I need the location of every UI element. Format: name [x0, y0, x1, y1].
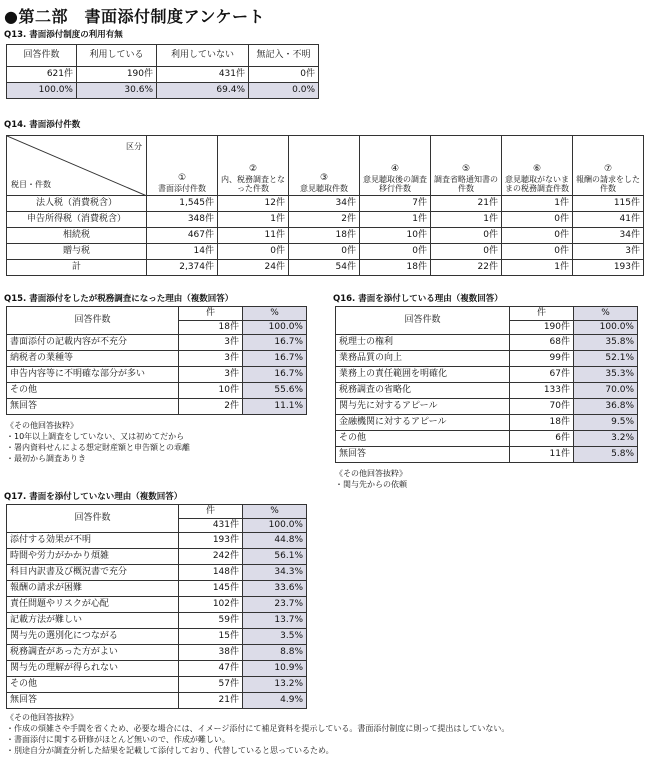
q14-cell: 0件 — [502, 244, 573, 260]
q17-row-name: 無回答 — [7, 693, 179, 709]
q14-table — [6, 135, 644, 276]
q17-row-pct: 56.1% — [243, 549, 307, 565]
q15-notes — [6, 420, 190, 464]
q14-cell: 0件 — [289, 244, 360, 260]
q14-header — [431, 136, 502, 196]
q15-row-count: 3件 — [179, 335, 243, 351]
q14-cell: 467件 — [147, 228, 218, 244]
q17-col-pct: % — [243, 505, 307, 519]
q15-row-pct: 16.7% — [243, 367, 307, 383]
q14-header-num: ⑥ — [532, 164, 542, 175]
q14-cell: 115件 — [573, 196, 644, 212]
q17-note: ・別途自分が調査分析した結果を記載して添付しており、代替していると思っているため。 — [6, 746, 334, 755]
q15-row-pct: 16.7% — [243, 351, 307, 367]
q14-cell: 193件 — [573, 260, 644, 276]
q16-row-count: 70件 — [510, 399, 574, 415]
q14-header-num: ③ — [319, 173, 329, 184]
q15-label: Q15. 書面添付をしたが税務調査になった理由（複数回答） — [4, 294, 234, 304]
q14-cell: 1件 — [502, 196, 573, 212]
q17-row-pct: 13.7% — [243, 613, 307, 629]
q14-row-name: 申告所得税（消費税含） — [7, 212, 147, 228]
q13-header: 回答件数 — [7, 45, 77, 67]
q14-cell: 3件 — [573, 244, 644, 260]
q14-cell: 2,374件 — [147, 260, 218, 276]
q14-cell: 0件 — [431, 244, 502, 260]
q15-row-pct: 55.6% — [243, 383, 307, 399]
q13-count: 0件 — [249, 67, 319, 83]
q15-row — [7, 367, 307, 383]
q17-row-count: 193件 — [179, 533, 243, 549]
q16-row-pct: 70.0% — [574, 383, 638, 399]
q13-pct-row — [7, 83, 319, 99]
q13-count: 190件 — [77, 67, 157, 83]
q14-corner-bottom: 税目・件数 — [11, 179, 51, 189]
q16-row-count: 18件 — [510, 415, 574, 431]
q17-row-count: 59件 — [179, 613, 243, 629]
q16-row-name: その他 — [336, 431, 510, 447]
q16-row-pct: 36.8% — [574, 399, 638, 415]
q14-header-row — [7, 136, 644, 196]
q16-row-count: 6件 — [510, 431, 574, 447]
q17-row-pct: 10.9% — [243, 661, 307, 677]
q16-notes — [335, 468, 407, 490]
q17-row-count: 57件 — [179, 677, 243, 693]
q17-row — [7, 693, 307, 709]
q17-note: ・作成の煩雑さや手間を省くため、必要な場合には、イメージ添付にて補足資料を提示している。書面添付制度に則って提出はしていない。 — [6, 724, 510, 733]
q13-table — [6, 44, 319, 99]
q15-note: ・10年以上調査をしていない、又は初めてだから — [6, 432, 185, 441]
q16-row — [336, 335, 638, 351]
q14-label: Q14. 書面添付件数 — [4, 120, 81, 130]
q15-col-count: 件 — [179, 307, 243, 321]
q13-pct: 0.0% — [249, 83, 319, 99]
q17-note: 《その他回答抜粋》 — [6, 713, 78, 722]
q16-row-name: 関与先に対するアピール — [336, 399, 510, 415]
q17-total-label: 回答件数 — [7, 505, 179, 533]
q14-header-text: 報酬の請求をした件数 — [576, 174, 640, 193]
q16-row-pct: 5.8% — [574, 447, 638, 463]
q14-corner-top: 区分 — [126, 142, 142, 151]
q16-table — [335, 306, 638, 463]
q14-cell: 1件 — [218, 212, 289, 228]
q14-cell: 1件 — [360, 212, 431, 228]
q17-row-pct: 33.6% — [243, 581, 307, 597]
q15-total-label: 回答件数 — [7, 307, 179, 335]
q14-cell: 10件 — [360, 228, 431, 244]
q17-row-name: 関与先の選別化につながる — [7, 629, 179, 645]
q17-total-count: 431件 — [179, 519, 243, 533]
q16-row-count: 68件 — [510, 335, 574, 351]
q14-total-row — [7, 260, 644, 276]
q14-header-num: ⑤ — [461, 164, 471, 175]
q16-row-name: 税理士の権利 — [336, 335, 510, 351]
q13-pct: 100.0% — [7, 83, 77, 99]
q15-row-name: その他 — [7, 383, 179, 399]
q14-cell: 18件 — [360, 260, 431, 276]
q15-note: 《その他回答抜粋》 — [6, 421, 78, 430]
q16-total-pct: 100.0% — [574, 321, 638, 335]
q14-cell: 0件 — [502, 228, 573, 244]
q14-cell: 0件 — [502, 212, 573, 228]
q16-row-count: 133件 — [510, 383, 574, 399]
q15-col-pct: % — [243, 307, 307, 321]
q16-total-label: 回答件数 — [336, 307, 510, 335]
q17-row — [7, 677, 307, 693]
q14-header-text: 意見聴取がないままの税務調査件数 — [505, 174, 569, 193]
q17-row-count: 148件 — [179, 565, 243, 581]
q17-row-count: 15件 — [179, 629, 243, 645]
q16-row — [336, 351, 638, 367]
q13-header-row — [7, 45, 319, 67]
q17-row — [7, 565, 307, 581]
q16-row-pct: 9.5% — [574, 415, 638, 431]
q13-count: 621件 — [7, 67, 77, 83]
q14-header-num: ② — [248, 164, 258, 175]
q14-cell: 1件 — [502, 260, 573, 276]
q16-row-name: 無回答 — [336, 447, 510, 463]
q17-row-name: 時間や労力がかかり煩雑 — [7, 549, 179, 565]
q16-row-count: 67件 — [510, 367, 574, 383]
q16-note: ・関与先からの依頼 — [335, 480, 407, 489]
q13-pct: 69.4% — [157, 83, 249, 99]
q17-row-pct: 3.5% — [243, 629, 307, 645]
q16-row-count: 11件 — [510, 447, 574, 463]
q13-count-row — [7, 67, 319, 83]
q16-row — [336, 415, 638, 431]
q15-row — [7, 335, 307, 351]
q14-row — [7, 196, 644, 212]
q16-row-count: 99件 — [510, 351, 574, 367]
q17-row-name: 関与先の理解が得られない — [7, 661, 179, 677]
q15-total-count: 18件 — [179, 321, 243, 335]
q16-header-row — [336, 307, 638, 321]
q16-row-pct: 35.3% — [574, 367, 638, 383]
q14-corner-cell — [7, 136, 147, 196]
q17-row-pct: 23.7% — [243, 597, 307, 613]
q14-cell: 348件 — [147, 212, 218, 228]
q16-row-pct: 52.1% — [574, 351, 638, 367]
q14-header — [147, 136, 218, 196]
q17-row-pct: 8.8% — [243, 645, 307, 661]
q16-total-count: 190件 — [510, 321, 574, 335]
q14-cell: 0件 — [218, 244, 289, 260]
q17-row-pct: 4.9% — [243, 693, 307, 709]
q13-header: 利用している — [77, 45, 157, 67]
q17-row-name: 税務調査があった方がよい — [7, 645, 179, 661]
q15-note: ・署内資料せんによる想定財産額と申告額との乖離 — [6, 443, 190, 452]
q14-header-num: ④ — [390, 164, 400, 175]
q17-row-count: 102件 — [179, 597, 243, 613]
q15-row-name: 申告内容等に不明確な部分が多い — [7, 367, 179, 383]
q16-row — [336, 399, 638, 415]
q14-cell: 34件 — [289, 196, 360, 212]
q14-header — [289, 136, 360, 196]
q13-header: 無記入・不明 — [249, 45, 319, 67]
q14-cell: 21件 — [431, 196, 502, 212]
q17-row — [7, 533, 307, 549]
q14-header-num: ⑦ — [603, 164, 613, 175]
q15-row-count: 3件 — [179, 367, 243, 383]
q14-cell: 54件 — [289, 260, 360, 276]
q14-header-num: ① — [177, 173, 187, 184]
q15-table — [6, 306, 307, 415]
q17-row-pct: 13.2% — [243, 677, 307, 693]
q16-row-pct: 3.2% — [574, 431, 638, 447]
q16-row-pct: 35.8% — [574, 335, 638, 351]
q14-row — [7, 244, 644, 260]
q14-cell: 24件 — [218, 260, 289, 276]
q14-header-text: 書面添付件数 — [158, 183, 206, 193]
q13-header: 利用していない — [157, 45, 249, 67]
q14-row-name: 法人税（消費税含） — [7, 196, 147, 212]
q17-label: Q17. 書面を添付していない理由（複数回答） — [4, 492, 183, 502]
q16-col-pct: % — [574, 307, 638, 321]
q14-cell: 12件 — [218, 196, 289, 212]
q15-header-row — [7, 307, 307, 321]
q14-row-name: 相続税 — [7, 228, 147, 244]
q17-row-name: 添付する効果が不明 — [7, 533, 179, 549]
q16-row-name: 税務調査の省略化 — [336, 383, 510, 399]
q15-row-name: 書面添付の記載内容が不充分 — [7, 335, 179, 351]
q17-row-name: 科目内訳書及び概況書で充分 — [7, 565, 179, 581]
q17-row — [7, 581, 307, 597]
q14-header-text: 調査省略通知書の件数 — [434, 174, 498, 193]
q17-note: ・書面添付に関する研修がほとんど無いので、作成が難しい。 — [6, 735, 230, 744]
q15-note: ・最初から調査ありき — [6, 454, 86, 463]
q15-row-name: 納税者の業種等 — [7, 351, 179, 367]
q14-cell: 0件 — [360, 244, 431, 260]
q14-cell: 1件 — [431, 212, 502, 228]
q17-row-count: 47件 — [179, 661, 243, 677]
q17-table — [6, 504, 307, 709]
q14-row — [7, 212, 644, 228]
q16-row — [336, 447, 638, 463]
q16-row-name: 金融機関に対するアピール — [336, 415, 510, 431]
q16-row-name: 業務品質の向上 — [336, 351, 510, 367]
q17-header-row — [7, 505, 307, 519]
q16-row — [336, 431, 638, 447]
q17-row-name: 記載方法が難しい — [7, 613, 179, 629]
q14-cell: 22件 — [431, 260, 502, 276]
q17-row — [7, 629, 307, 645]
q17-row — [7, 645, 307, 661]
q15-row-count: 3件 — [179, 351, 243, 367]
q15-row-count: 2件 — [179, 399, 243, 415]
q14-row-name: 贈与税 — [7, 244, 147, 260]
q14-cell: 2件 — [289, 212, 360, 228]
q14-cell: 18件 — [289, 228, 360, 244]
q17-row-count: 145件 — [179, 581, 243, 597]
q14-row — [7, 228, 644, 244]
q17-row — [7, 597, 307, 613]
q16-row — [336, 383, 638, 399]
q17-row — [7, 613, 307, 629]
q14-header-text: 意見聴取件数 — [300, 183, 348, 193]
q14-header — [502, 136, 573, 196]
q13-label: Q13. 書面添付制度の利用有無 — [4, 30, 123, 40]
q16-col-count: 件 — [510, 307, 574, 321]
q14-cell: 14件 — [147, 244, 218, 260]
q17-row-name: 報酬の請求が困難 — [7, 581, 179, 597]
q14-cell: 11件 — [218, 228, 289, 244]
q14-cell: 34件 — [573, 228, 644, 244]
q17-notes — [6, 712, 509, 756]
q15-row-pct: 11.1% — [243, 399, 307, 415]
q14-header — [360, 136, 431, 196]
page-title: ●第二部 書面添付制度アンケート — [4, 7, 266, 26]
q17-row — [7, 549, 307, 565]
q15-row — [7, 399, 307, 415]
q15-row — [7, 351, 307, 367]
q17-row-name: 責任問題やリスクが心配 — [7, 597, 179, 613]
q15-row-count: 10件 — [179, 383, 243, 399]
q17-total-pct: 100.0% — [243, 519, 307, 533]
q17-row-pct: 34.3% — [243, 565, 307, 581]
q13-pct: 30.6% — [77, 83, 157, 99]
q17-row-name: その他 — [7, 677, 179, 693]
q14-cell: 41件 — [573, 212, 644, 228]
q16-note: 《その他回答抜粋》 — [335, 469, 407, 478]
q14-header-text: 内、税務調査となった件数 — [221, 174, 285, 193]
q17-row-pct: 44.8% — [243, 533, 307, 549]
q14-header — [573, 136, 644, 196]
q17-row — [7, 661, 307, 677]
q17-col-count: 件 — [179, 505, 243, 519]
q14-cell: 1,545件 — [147, 196, 218, 212]
q14-header — [218, 136, 289, 196]
q17-row-count: 242件 — [179, 549, 243, 565]
q16-row-name: 業務上の責任範囲を明確化 — [336, 367, 510, 383]
q14-header-text: 意見聴取後の調査移行件数 — [363, 174, 427, 193]
q15-row-pct: 16.7% — [243, 335, 307, 351]
q17-row-count: 21件 — [179, 693, 243, 709]
q14-row-name: 計 — [7, 260, 147, 276]
q14-cell: 0件 — [431, 228, 502, 244]
q17-row-count: 38件 — [179, 645, 243, 661]
q16-row — [336, 367, 638, 383]
q15-total-pct: 100.0% — [243, 321, 307, 335]
q16-label: Q16. 書面を添付している理由（複数回答） — [333, 294, 503, 304]
q14-cell: 7件 — [360, 196, 431, 212]
q15-row-name: 無回答 — [7, 399, 179, 415]
q13-count: 431件 — [157, 67, 249, 83]
q15-row — [7, 383, 307, 399]
